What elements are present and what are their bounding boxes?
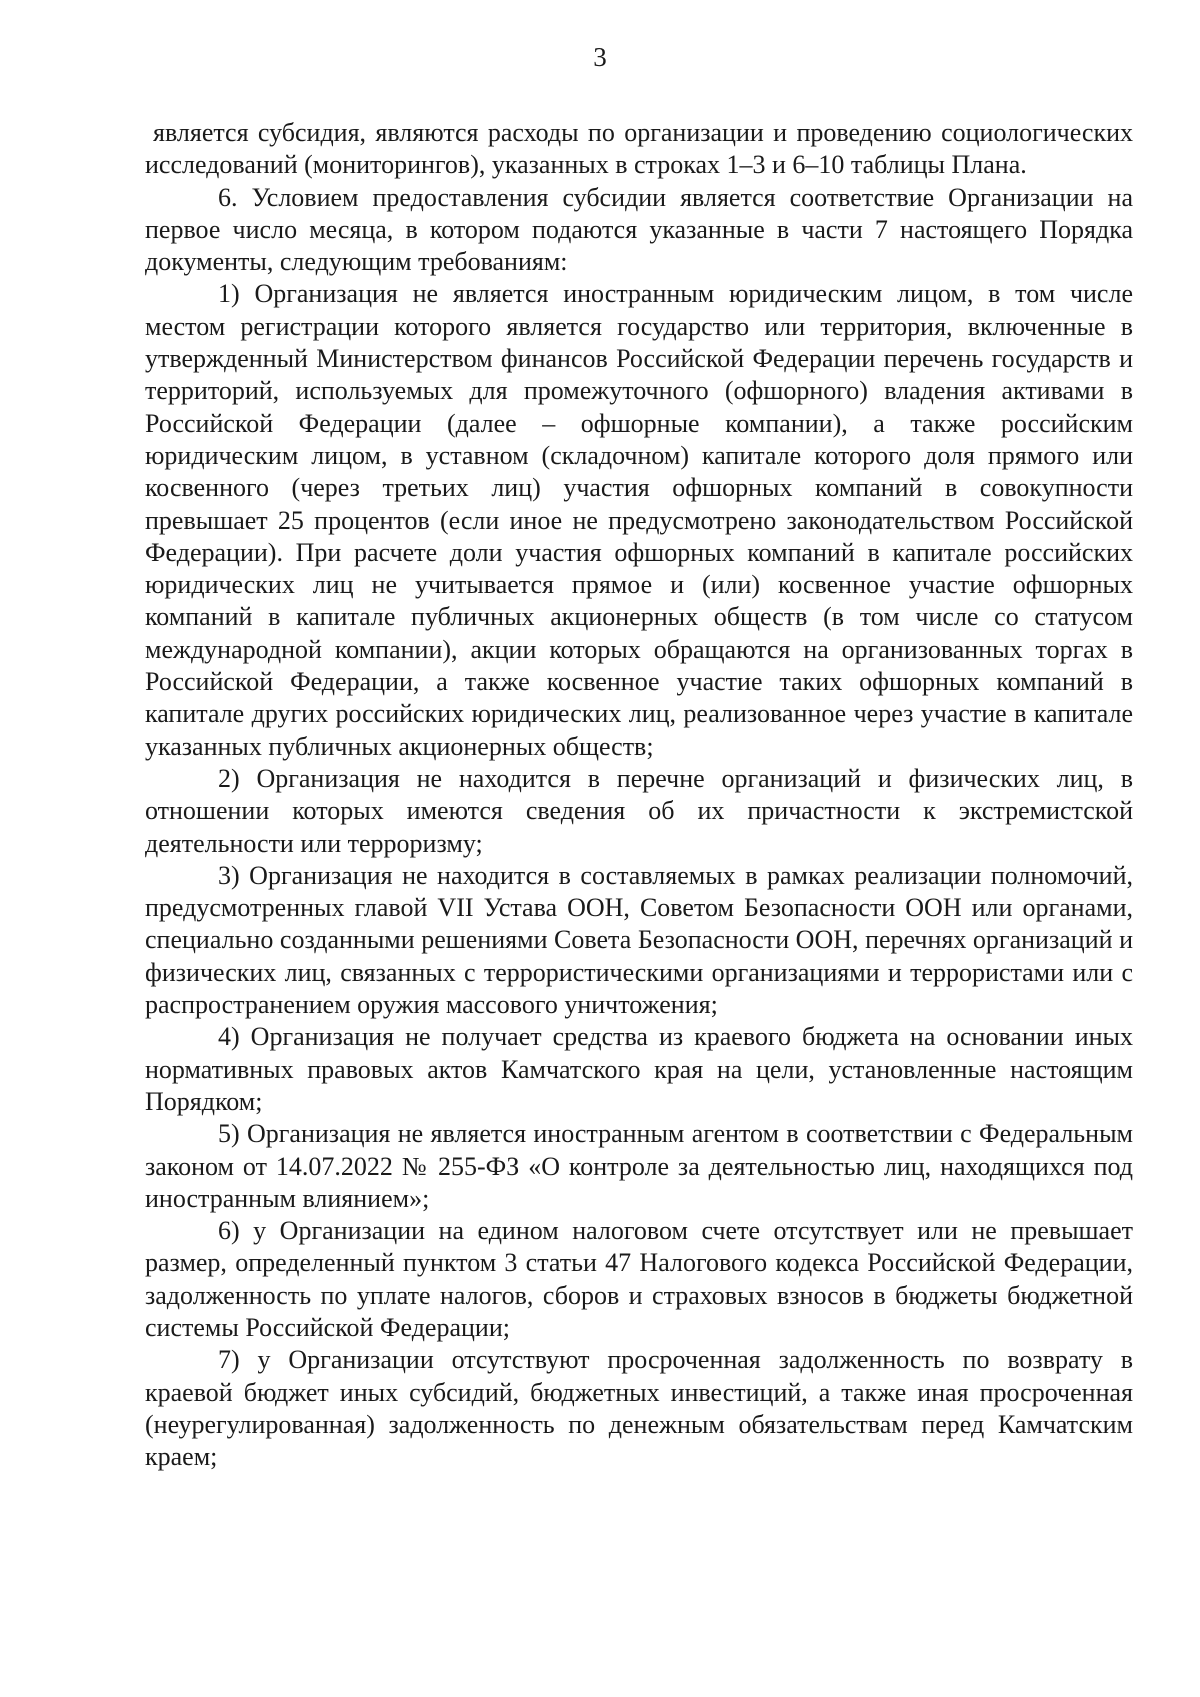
page-number: 3 bbox=[593, 42, 607, 72]
paragraph-item-5: 5) Организация не является иностранным агентом в соответствии с Федеральным законом от 14.07.2022 № 255-ФЗ «О контроле за деятельностью лиц, находящихся под иностранным влиянием»; bbox=[145, 1119, 1133, 1213]
paragraph-clause-6: 6. Условием предоставления субсидии является соответствие Организации на первое число месяца, в котором подаются указанные в части 7 настоящего Порядка документы, следующим требованиям: bbox=[145, 182, 1133, 277]
document-body bbox=[145, 117, 1133, 1473]
paragraph-item-3: 3) Организация не находится в составляемых в рамках реализации полномочий, предусмотренных главой VII Устава ООН, Советом Безопасности ООН или органами, специально созданными решениями Совета Безопасности ООН, перечнях организаций и физических лиц, связанных с террористическими организациями и террористами или с распространением оружия массового уничтожения; bbox=[145, 860, 1133, 1020]
paragraph-item-1: 1) Организация не является иностранным юридическим лицом, в том числе местом регистрации которого является государство или территория, включенные в утвержденный Министерством финансов Российской Федерации перечень государств и территорий, используемых для промежуточного (офшорного) владения активами в Российской Федерации (далее – офшорные компании), а также российским юридическим лицом, в уставном (складочном) капитале которого доля прямого или косвенного (через третьих лиц) участия офшорных компаний в совокупности превышает 25 процентов (если иное не предусмотрено законодательством Российской Федерации). При расчете доли участия офшорных компаний в капитале российских юридических лиц не учитывается прямое и (или) косвенное участие офшорных компаний в капитале публичных акционерных обществ (в том числе со статусом международной компании), акции которых обращаются на организованных торгах в Российской Федерации, а также косвенное участие таких офшорных компаний в капитале других российских юридических лиц, реализованное через участие в капитале указанных публичных акционерных обществ; bbox=[145, 279, 1133, 761]
paragraph-item-7: 7) у Организации отсутствуют просроченная задолженность по возврату в краевой бюджет иных субсидий, бюджетных инвестиций, а также иная просроченная (неурегулированная) задолженность по денежным обязательствам перед Камчатским краем; bbox=[145, 1345, 1133, 1472]
paragraph-item-2: 2) Организация не находится в перечне организаций и физических лиц, в отношении которых имеются сведения об их причастности к экстремистской деятельности или терроризму; bbox=[145, 763, 1133, 858]
paragraph-continuation: является субсидия, являются расходы по организации и проведению социологических исследований (мониторингов), указанных в строках 1–3 и 6–10 таблицы Плана. bbox=[145, 118, 1133, 180]
paragraph-item-4: 4) Организация не получает средства из краевого бюджета на основании иных нормативных правовых актов Камчатского края на цели, установленные настоящим Порядком; bbox=[145, 1022, 1133, 1116]
paragraph-item-6: 6) у Организации на едином налоговом счете отсутствует или не превышает размер, определенный пунктом 3 статьи 47 Налогового кодекса Российской Федерации, задолженность по уплате налогов, сборов и страховых взносов в бюджеты бюджетной системы Российской Федерации; bbox=[145, 1216, 1133, 1342]
